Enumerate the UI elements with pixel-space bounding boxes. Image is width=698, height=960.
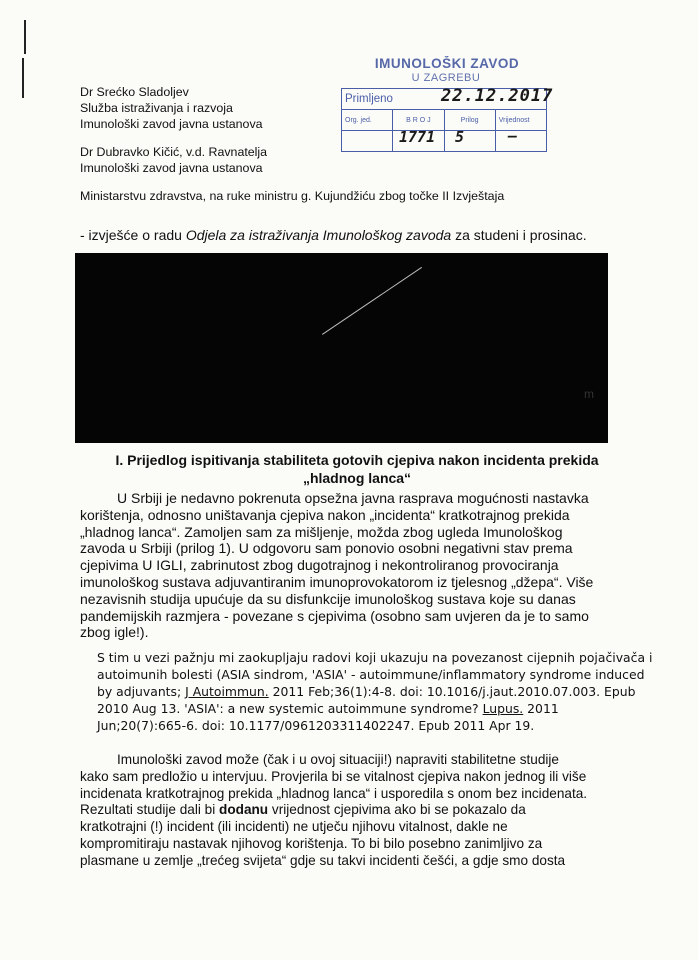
paragraph-line: „hladnog lanca“. Zamoljen sam za mišljenje, možda zbog ugleda Imunološkog xyxy=(80,523,563,540)
recipient-role: Služba istraživanja i razvoja xyxy=(80,101,233,115)
recipient-org: Imunološki zavod javna ustanova xyxy=(80,161,263,175)
paragraph-line: nezavisnih studija upućuje da su disfunkcije imunološkog sustava koje su danas xyxy=(80,590,576,607)
report-italic: Odjela za istraživanja Imunološkog zavoda xyxy=(185,227,452,243)
paragraph-line xyxy=(97,683,677,700)
stamp-col-label: Org. jed. xyxy=(342,110,393,131)
journal-link[interactable]: Lupus. xyxy=(482,701,524,716)
section-heading xyxy=(112,451,602,487)
paragraph-line: incidenata kratkotrajnog prekida „hladnog lanca“ i usporedila s onom bez incidenata. xyxy=(80,785,588,801)
paragraph-line: autoimunih bolesti (ASIA sindrom, 'ASIA' - autoimmune/inflammatory syndrome induced xyxy=(97,667,645,682)
paragraph-line: kompromitiraju nastavak njihovog korištenja. To bi bilo posebno zanimljivo za xyxy=(80,835,543,851)
paragraph-line: S tim u vezi pažnju mi zaokupljaju radovi koji ukazuju na povezanost cijepnih pojačivača i xyxy=(97,650,653,665)
margin-mark xyxy=(24,20,26,54)
paragraph-line: pandemijskih razmjera - povezane s cjepivima (osobno sam uvjeren da je to samo xyxy=(80,607,589,624)
paragraph-line: Jun;20(7):665-6. doi: 10.1177/0961203311402247. Epub 2011 Apr 19. xyxy=(97,718,535,733)
citation-text: 2011 xyxy=(523,701,559,716)
recipient-name: Dr Dubravko Kičić, v.d. Ravnatelja xyxy=(80,145,268,159)
ministry-line: Ministarstvu zdravstva, na ruke ministru g. Kujundžiću zbog točke II Izvještaja xyxy=(80,189,505,203)
section-heading-line: I. Prijedlog ispitivanja stabiliteta gotovih cjepiva nakon incidenta prekida xyxy=(115,452,599,468)
paragraph-line: cjepivima U IGLI, zabrinutost zbog dugotrajnog i nekontroliranog provociranja xyxy=(80,557,559,574)
report-line xyxy=(80,227,587,243)
paragraph-line: zbog igle!). xyxy=(80,624,149,641)
paragraph-text: vrijednost cjepivima ako bi se pokazalo da xyxy=(268,802,526,818)
margin-mark xyxy=(22,58,24,98)
paragraph-line xyxy=(97,700,677,717)
stamp-subtitle: U ZAGREBU xyxy=(411,72,481,84)
stamp-received-date: 22.12.2017 xyxy=(441,86,554,106)
stamp-received-label: Primljeno xyxy=(342,89,547,110)
journal-link[interactable]: J Autoimmun. xyxy=(185,684,269,699)
citation-text: 2010 Aug 13. 'ASIA': a new systemic autoimmune syndrome? xyxy=(97,701,483,716)
paragraph-text: Rezultati studije dali bi xyxy=(80,802,220,818)
stamp-col-label: B R O J xyxy=(393,110,444,131)
report-prefix: - izvješće o radu xyxy=(80,227,186,243)
citation-text: by adjuvants; xyxy=(97,684,186,699)
paragraph-1 xyxy=(80,490,620,641)
recipient-block-1 xyxy=(80,84,263,132)
stamp-number: 1771 xyxy=(399,128,436,146)
paragraph-line: zavoda u Srbiji (prilog 1). U odgovoru sam ponovio osobni negativni stav prema xyxy=(80,540,573,557)
stamp-col-label: Prilog xyxy=(444,110,495,131)
citation-text: 2011 Feb;36(1):4-8. doi: 10.1016/j.jaut.2010.07.003. Epub xyxy=(268,684,636,699)
paragraph-3 xyxy=(80,752,620,870)
stamp-value: – xyxy=(508,127,518,145)
paragraph-line: imunološkog sustava adjuvantiranim imunoprovokatorom iz tjelesnog „džepa“. Više xyxy=(80,573,594,590)
stamp-title: IMUNOLOŠKI ZAVOD xyxy=(374,56,520,71)
stamp-attachments: 5 xyxy=(455,128,465,146)
report-suffix: za studeni i prosinac. xyxy=(451,227,587,243)
redacted-tail-text: m xyxy=(584,387,594,401)
section-heading-line: „hladnog lanca“ xyxy=(302,470,412,486)
paragraph-line: kratkotrajni (!) incident (ili incidenti) ne utječu njihovu vitalnost, dakle ne xyxy=(80,819,508,835)
paragraph-line: korištenja, odnosno uništavanja cjepiva nakon „incidenta“ kratkotrajnog prekida xyxy=(80,506,570,523)
paragraph-line: plasmane u zemlje „trećeg svijeta“ gdje su takvi incidenti češći, a gdje smo dosta xyxy=(80,852,566,868)
paragraph-line: kako sam predložio u intervjuu. Provjerila bi se vitalnost cjepiva nakon jednog ili više xyxy=(80,768,587,784)
recipient-block-2 xyxy=(80,144,267,176)
emphasis-text: dodanu xyxy=(219,802,269,818)
paragraph-line: U Srbiji je nedavno pokrenuta opsežna javna rasprava mogućnosti nastavka xyxy=(117,490,589,506)
paragraph-line xyxy=(80,802,620,819)
redaction-block xyxy=(75,253,608,443)
paragraph-line: Imunološki zavod može (čak i u ovoj situaciji!) napraviti stabilitetne studije xyxy=(117,752,559,767)
stamp-col-label: Vrijednost xyxy=(495,110,546,131)
paragraph-2-citation xyxy=(97,649,677,734)
recipient-org: Imunološki zavod javna ustanova xyxy=(80,117,263,131)
recipient-name: Dr Srećko Sladoljev xyxy=(80,85,189,99)
